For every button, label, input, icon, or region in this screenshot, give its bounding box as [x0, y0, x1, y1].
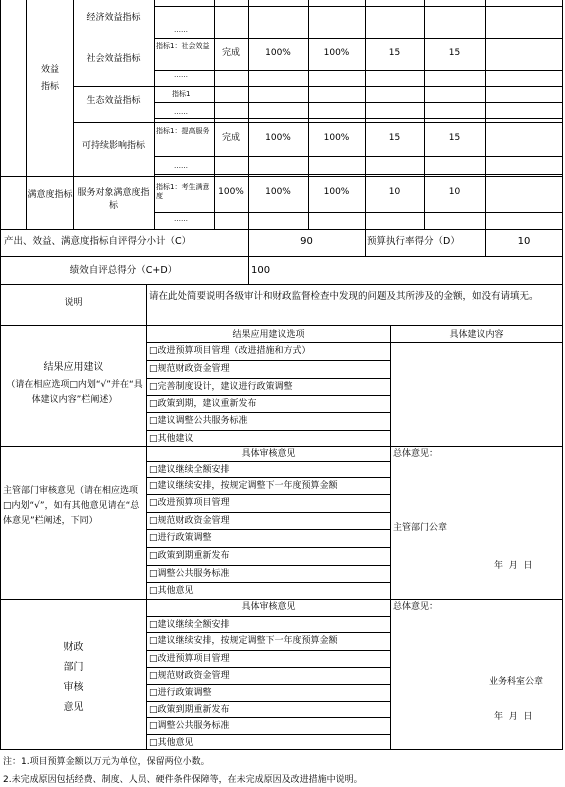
dept-review-label: 主管部门审核意见（请在相应选项□内划“√”，如有其他意见请在“总体意见”栏阐述，下同）	[3, 486, 140, 526]
satisfaction-value-2: 100%	[323, 187, 350, 197]
economic-indicator-name: 经济效益指标	[86, 13, 141, 23]
finance-option[interactable]: □改进预算项目管理	[149, 654, 230, 664]
finance-option[interactable]: □调整公共服务标准	[149, 721, 230, 731]
grid-line	[562, 0, 563, 750]
total-score-value: 100	[251, 265, 271, 276]
satisfaction-dots: ……	[174, 215, 188, 223]
finance-option[interactable]: □进行政策调整	[149, 688, 212, 698]
sustainable-value-2: 100%	[323, 133, 350, 143]
result-label: 结果应用建议	[43, 362, 104, 373]
finance-review-label	[1, 638, 146, 718]
finance-option[interactable]: □建议继续全额安排	[149, 620, 230, 630]
result-option[interactable]: □建议调整公共服务标准	[149, 416, 248, 426]
finance-label-line-4: 意见	[63, 702, 84, 713]
ecological-dots: ……	[174, 108, 188, 116]
dept-option[interactable]: □调整公共服务标准	[149, 569, 230, 579]
result-hint: （请在相应选项□内划“√”并在“具体建议内容”栏阐述）	[6, 380, 143, 405]
satisfaction-score-2: 10	[448, 187, 461, 197]
social-dots: ……	[174, 71, 188, 79]
grid-line	[73, 122, 563, 123]
sustainable-indicator: 指标1：提高服务	[156, 127, 210, 135]
grid-line	[485, 0, 486, 230]
benefit-label-line-1: 效益	[40, 65, 59, 75]
dept-option[interactable]: □规范财政资金管理	[149, 516, 230, 526]
satisfaction-label: 满意度指标	[27, 190, 73, 200]
dept-overall-label: 总体意见：	[393, 449, 439, 459]
finance-label-line-1: 财政	[63, 642, 84, 653]
dept-option[interactable]: □其他意见	[149, 586, 194, 596]
economic-dots: ……	[174, 26, 188, 34]
social-score-1: 15	[388, 48, 401, 58]
dept-review-header: 具体审核意见	[241, 449, 296, 459]
budget-execution-value: 10	[517, 236, 531, 247]
social-value-2: 100%	[323, 48, 350, 58]
total-score-label: 绩效自评总得分（C+D）	[69, 265, 178, 276]
grid-line	[154, 118, 563, 119]
social-value-1: 100%	[265, 48, 291, 58]
finance-option[interactable]: □规范财政资金管理	[149, 671, 230, 681]
result-options-header: 结果应用建议选项	[232, 330, 305, 340]
satisfaction-value-1: 100%	[265, 187, 291, 197]
subtotal-label: 产出、效益、满意度指标自评得分小计（C）	[4, 236, 192, 247]
finance-date: 年 月 日	[494, 712, 533, 722]
grid-line	[154, 212, 563, 213]
grid-line	[154, 0, 155, 230]
grid-line	[0, 446, 563, 447]
note-1: 注：1.项目预算金额以万元为单位，保留两位小数。	[3, 757, 210, 767]
subtotal-value: 90	[300, 236, 313, 247]
sustainable-score-1: 15	[388, 133, 401, 143]
benefit-label-line-2: 指标	[40, 82, 59, 92]
result-option[interactable]: □其他建议	[149, 434, 194, 444]
sustainable-indicator-name: 可持续影响指标	[81, 141, 145, 151]
grid-line	[0, 256, 563, 257]
grid-line	[0, 229, 563, 230]
grid-line	[365, 229, 366, 257]
grid-line	[0, 599, 563, 600]
explain-label: 说明	[64, 298, 83, 308]
finance-option[interactable]: □政策到期重新发布	[149, 705, 230, 715]
social-indicator-name: 社会效益指标	[86, 54, 141, 64]
finance-option[interactable]: □其他意见	[149, 738, 194, 748]
benefit-label	[27, 62, 73, 96]
result-option[interactable]: □完善制度设计，建议进行政策调整	[149, 382, 293, 392]
result-option[interactable]: □规范财政资金管理	[149, 364, 230, 374]
grid-line	[146, 284, 147, 750]
finance-option[interactable]: □建议继续安排，按规定调整下一年度预算金额	[149, 636, 338, 646]
finance-review-header: 具体审核意见	[241, 602, 296, 612]
social-status: 完成	[221, 48, 240, 58]
social-score-2: 15	[448, 48, 461, 58]
note-2: 2.未完成原因包括经费、制度、人员、硬件条件保障等，在未完成原因及改进措施中说明。	[3, 775, 363, 785]
sustainable-status: 完成	[221, 133, 240, 143]
grid-line	[0, 325, 563, 326]
dept-option[interactable]: □建议继续安排，按规定调整下一年度预算金额	[149, 481, 338, 491]
finance-overall-label: 总体意见：	[393, 602, 439, 612]
budget-execution-label: 预算执行率得分（D）	[367, 236, 460, 247]
dept-option[interactable]: □改进预算项目管理	[149, 498, 230, 508]
social-indicator: 指标1：社会效益	[156, 42, 210, 50]
grid-line	[73, 0, 74, 230]
satisfaction-score-1: 10	[388, 187, 401, 197]
dept-option[interactable]: □建议继续全额安排	[149, 465, 230, 475]
grid-line	[154, 38, 563, 39]
result-option[interactable]: □改进预算项目管理（改进措施和方式）	[149, 346, 311, 356]
grid-line	[390, 325, 391, 750]
sustainable-value-1: 100%	[265, 133, 291, 143]
finance-seal: 业务科室公章	[489, 677, 544, 687]
dept-option[interactable]: □政策到期重新发布	[149, 551, 230, 561]
sustainable-score-2: 15	[448, 133, 461, 143]
satisfaction-indicator-name: 服务对象满意度指标	[77, 188, 150, 211]
dept-date: 年 月 日	[494, 561, 533, 571]
grid-line	[0, 284, 563, 285]
grid-line	[154, 102, 563, 103]
result-option[interactable]: □政策到期，建议重新发布	[149, 399, 257, 409]
dept-option[interactable]: □进行政策调整	[149, 533, 212, 543]
finance-label-line-2: 部门	[63, 662, 84, 673]
ecological-indicator-name: 生态效益指标	[86, 96, 141, 106]
finance-label-line-3: 审核	[63, 682, 84, 693]
sustainable-dots: ……	[174, 162, 188, 170]
grid-line	[154, 70, 563, 71]
grid-line	[73, 86, 563, 87]
dept-seal: 主管部门公章	[393, 523, 448, 533]
grid-line	[154, 6, 563, 7]
satisfaction-indicator: 指标1：考生满意度	[156, 183, 210, 201]
satisfaction-value-0: 100%	[218, 187, 244, 197]
grid-line	[0, 176, 563, 177]
explain-text: 请在此处简要说明各级审计和财政监督检查中发现的问题及其所涉及的金额，如没有请填无。	[149, 291, 539, 302]
grid-line	[154, 156, 563, 157]
result-content-header: 具体建议内容	[449, 330, 504, 340]
grid-line	[154, 174, 563, 175]
ecological-indicator: 指标1	[172, 90, 191, 98]
grid-line	[0, 749, 563, 750]
